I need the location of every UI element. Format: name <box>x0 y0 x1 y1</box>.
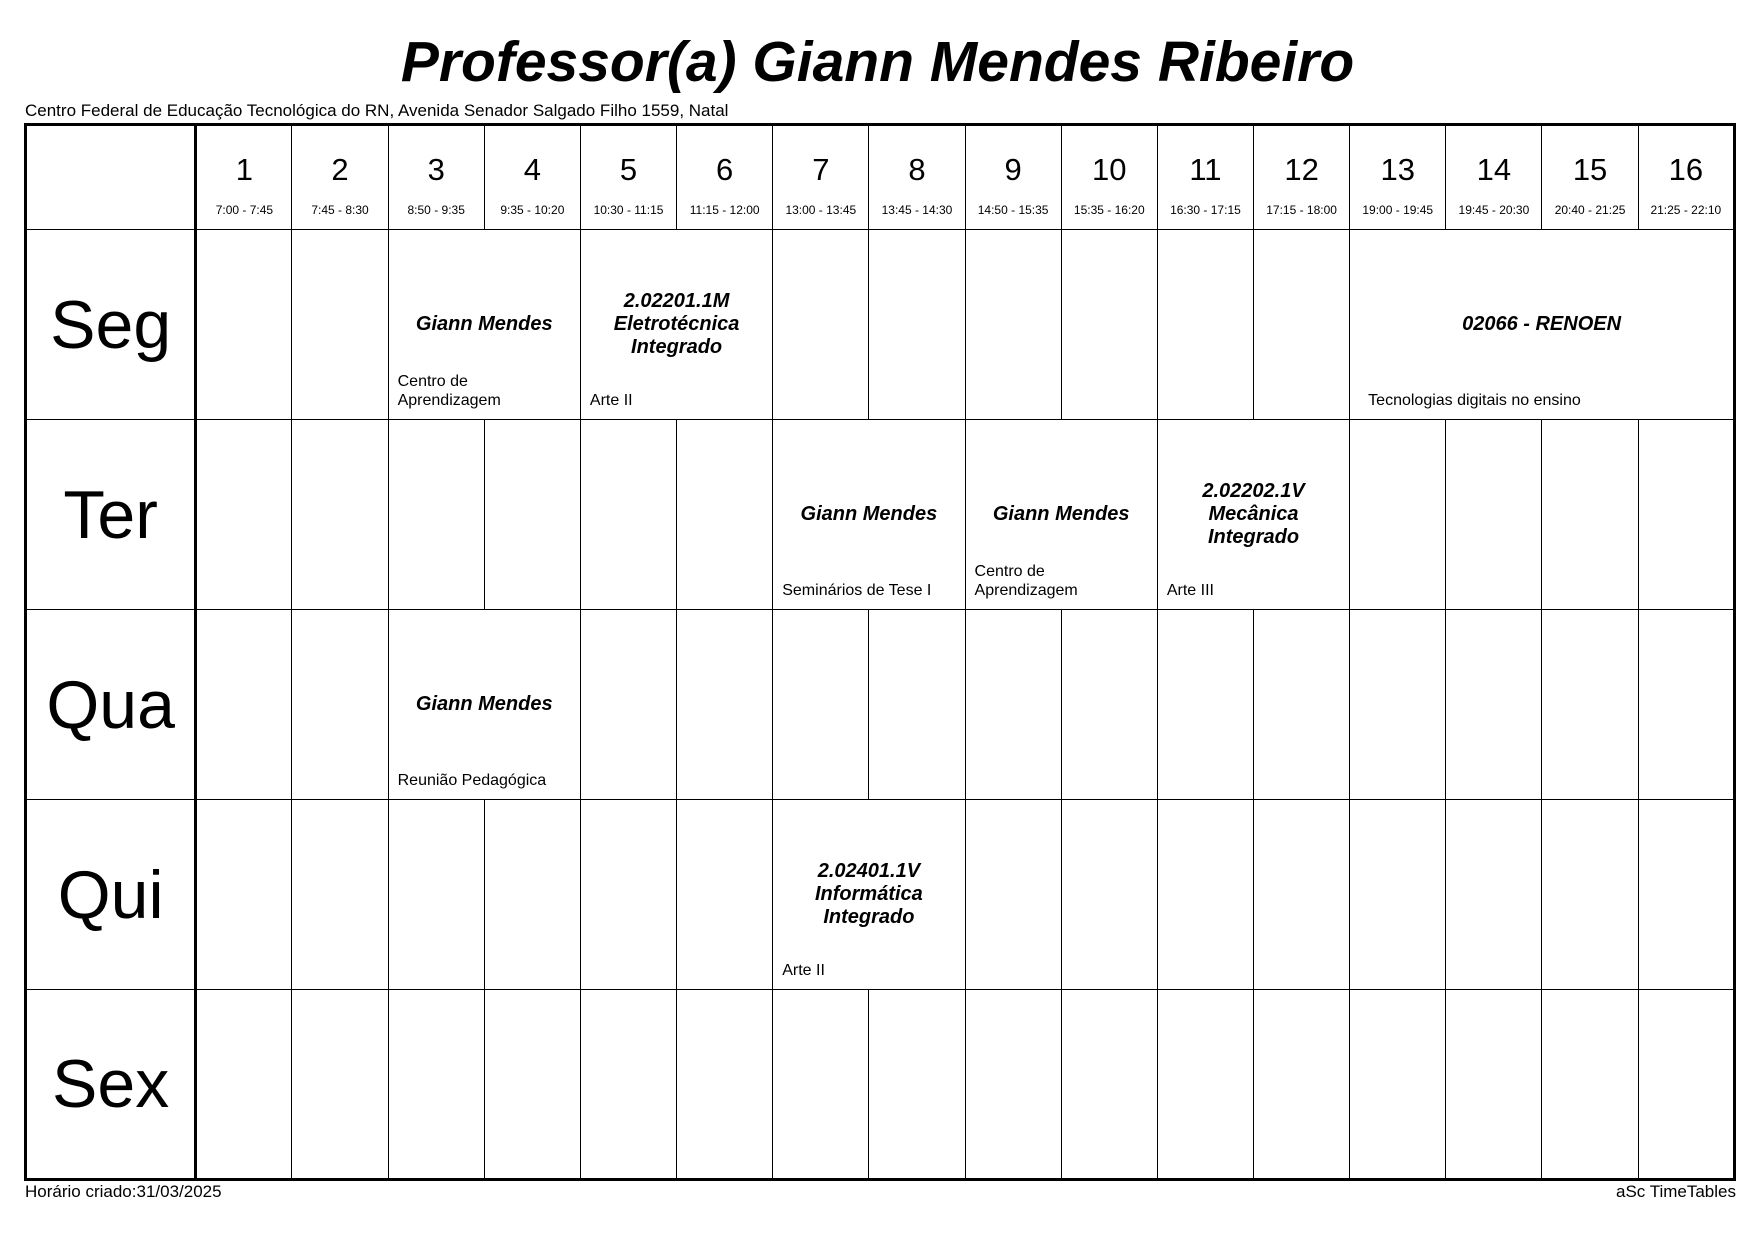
empty-slot <box>677 990 773 1180</box>
period-time: 21:25 - 22:10 <box>1650 202 1722 217</box>
period-time: 9:35 - 10:20 <box>500 202 565 217</box>
period-time: 17:15 - 18:00 <box>1266 202 1337 217</box>
lesson-subject <box>590 391 768 410</box>
period-header <box>196 125 292 230</box>
lesson-title-line: 2.02201.1M <box>623 290 730 312</box>
lesson-title <box>773 860 964 929</box>
day-label: Sex <box>26 990 196 1180</box>
period-header <box>773 125 869 230</box>
period-header <box>1061 125 1157 230</box>
empty-slot <box>1446 610 1542 800</box>
period-number: 15 <box>1572 151 1608 187</box>
period-header <box>677 125 773 230</box>
period-time: 19:00 - 19:45 <box>1362 202 1434 217</box>
empty-slot <box>388 990 484 1180</box>
empty-slot <box>773 230 869 420</box>
lesson-subject <box>398 771 576 790</box>
lesson-subject-line: Aprendizagem <box>974 582 1078 599</box>
lesson-card <box>773 800 965 990</box>
period-header <box>1446 125 1542 230</box>
empty-slot <box>677 420 773 610</box>
period-time: 13:45 - 14:30 <box>881 202 953 217</box>
period-header <box>580 125 676 230</box>
empty-slot <box>1254 230 1350 420</box>
period-time: 19:45 - 20:30 <box>1458 202 1530 217</box>
lesson-title-line: Giann Mendes <box>415 693 553 715</box>
empty-slot <box>292 610 388 800</box>
empty-slot <box>1061 990 1157 1180</box>
empty-slot <box>869 990 965 1180</box>
empty-slot <box>484 420 580 610</box>
period-time: 10:30 - 11:15 <box>593 202 664 217</box>
empty-slot <box>196 420 292 610</box>
empty-slot <box>869 230 965 420</box>
lesson-title-line: Integrado <box>1207 526 1300 548</box>
empty-slot <box>1638 990 1734 1180</box>
empty-slot <box>388 420 484 610</box>
empty-slot <box>965 990 1061 1180</box>
empty-slot <box>773 990 869 1180</box>
empty-slot <box>1254 800 1350 990</box>
period-number: 11 <box>1189 151 1222 187</box>
empty-slot <box>1638 420 1734 610</box>
empty-slot <box>1254 990 1350 1180</box>
lesson-title-line: Integrado <box>631 336 723 358</box>
lesson-title-line: Mecânica <box>1208 503 1299 525</box>
empty-slot <box>1542 800 1638 990</box>
lesson-subject-line: Centro de <box>974 563 1045 580</box>
period-number: 13 <box>1380 151 1415 187</box>
period-time: 7:45 - 8:30 <box>311 202 369 217</box>
empty-slot <box>677 800 773 990</box>
empty-slot <box>196 610 292 800</box>
lesson-subject-line: Arte III <box>1166 582 1214 599</box>
empty-slot <box>965 610 1061 800</box>
timetable-grid <box>24 123 1736 1181</box>
empty-slot <box>1157 230 1253 420</box>
period-header <box>1350 125 1446 230</box>
lesson-title-line: Informática <box>814 883 923 905</box>
empty-slot <box>196 990 292 1180</box>
empty-slot <box>1061 230 1157 420</box>
empty-slot <box>1446 420 1542 610</box>
period-time: 11:15 - 12:00 <box>689 202 760 217</box>
period-header <box>965 125 1061 230</box>
empty-slot <box>1157 800 1253 990</box>
empty-slot <box>292 990 388 1180</box>
empty-slot <box>1157 990 1253 1180</box>
empty-slot <box>965 800 1061 990</box>
empty-slot <box>1254 610 1350 800</box>
lesson-subject-line: Arte II <box>782 962 825 979</box>
lesson-subject-line: Tecnologias digitais no ensino <box>1368 392 1581 409</box>
period-header <box>484 125 580 230</box>
period-number: 3 <box>427 151 445 187</box>
empty-slot <box>580 800 676 990</box>
lesson-title-line: Integrado <box>823 906 915 928</box>
period-time: 13:00 - 13:45 <box>785 202 857 217</box>
empty-slot <box>1542 610 1638 800</box>
empty-slot <box>1446 990 1542 1180</box>
day-row <box>26 610 1735 800</box>
lesson-subject-line: Aprendizagem <box>397 392 501 409</box>
day-row <box>26 230 1735 420</box>
empty-slot <box>1061 610 1157 800</box>
lesson-subject <box>398 372 576 410</box>
day-label: Qua <box>26 610 196 800</box>
empty-slot <box>1350 420 1446 610</box>
period-header <box>292 125 388 230</box>
period-header <box>869 125 965 230</box>
lesson-card <box>388 610 580 800</box>
period-number: 6 <box>716 151 734 187</box>
created-date: Horário criado:31/03/2025 <box>25 1182 222 1201</box>
lesson-title <box>581 290 772 359</box>
period-header <box>1542 125 1638 230</box>
page-title: Professor(a) Giann Mendes Ribeiro <box>400 30 1355 94</box>
lesson-subject <box>782 961 960 980</box>
period-number: 7 <box>812 151 830 187</box>
lesson-title <box>1350 313 1733 336</box>
empty-slot <box>1542 420 1638 610</box>
lesson-subject-line: Centro de <box>397 373 468 390</box>
lesson-subject <box>782 581 960 600</box>
software-credit: aSc TimeTables <box>1616 1182 1736 1201</box>
empty-slot <box>292 230 388 420</box>
timetable-body <box>26 230 1735 1180</box>
empty-slot <box>484 800 580 990</box>
lesson-title-line: Eletrotécnica <box>613 313 740 335</box>
empty-slot <box>1542 990 1638 1180</box>
period-header <box>1638 125 1734 230</box>
day-row <box>26 800 1735 990</box>
empty-slot <box>1350 990 1446 1180</box>
empty-slot <box>580 610 676 800</box>
lesson-title <box>389 693 580 716</box>
day-label: Qui <box>26 800 196 990</box>
lesson-subject-line: Arte II <box>589 392 633 409</box>
lesson-subject-line: Reunião Pedagógica <box>397 772 547 789</box>
period-number: 4 <box>523 151 541 187</box>
empty-slot <box>773 610 869 800</box>
lesson-title <box>773 503 964 526</box>
lesson-subject-line: Seminários de Tese I <box>782 582 932 599</box>
period-number: 5 <box>619 151 638 187</box>
empty-slot <box>1638 610 1734 800</box>
empty-slot <box>292 420 388 610</box>
empty-slot <box>1350 610 1446 800</box>
empty-slot <box>869 610 965 800</box>
period-number: 12 <box>1284 151 1319 187</box>
day-label: Ter <box>26 420 196 610</box>
empty-slot <box>1061 800 1157 990</box>
empty-slot <box>196 230 292 420</box>
period-time: 20:40 - 21:25 <box>1554 202 1626 217</box>
period-time: 15:35 - 16:20 <box>1073 202 1145 217</box>
period-number: 14 <box>1476 151 1512 187</box>
period-header-row <box>26 125 1735 230</box>
period-number: 16 <box>1668 151 1704 187</box>
empty-slot <box>965 230 1061 420</box>
lesson-subject <box>1167 581 1345 600</box>
empty-slot <box>677 610 773 800</box>
period-header <box>1157 125 1253 230</box>
lesson-subject <box>1368 391 1729 410</box>
lesson-card <box>388 230 580 420</box>
empty-slot <box>580 990 676 1180</box>
period-number: 2 <box>331 151 349 187</box>
period-time: 14:50 - 15:35 <box>977 202 1049 217</box>
lesson-card <box>773 420 965 610</box>
lesson-card <box>1157 420 1349 610</box>
lesson-title <box>966 503 1157 526</box>
period-time: 16:30 - 17:15 <box>1170 202 1241 217</box>
empty-slot <box>1157 610 1253 800</box>
period-number: 10 <box>1092 151 1127 187</box>
lesson-title-line: 2.02401.1V <box>817 860 921 882</box>
day-row <box>26 990 1735 1180</box>
lesson-title-line: Giann Mendes <box>800 503 938 525</box>
period-number: 1 <box>235 151 253 187</box>
lesson-title <box>1158 480 1349 549</box>
empty-slot <box>388 800 484 990</box>
period-number: 9 <box>1004 151 1022 187</box>
empty-slot <box>1446 800 1542 990</box>
period-time: 8:50 - 9:35 <box>407 202 465 217</box>
school-address: Centro Federal de Educação Tecnológica do RN, Avenida Senador Salgado Filho 1559, Natal <box>25 101 729 120</box>
empty-slot <box>484 990 580 1180</box>
lesson-card <box>965 420 1157 610</box>
lesson-title-line: Giann Mendes <box>992 503 1130 525</box>
lesson-subject <box>975 562 1153 600</box>
empty-slot <box>1638 800 1734 990</box>
empty-slot <box>1350 800 1446 990</box>
lesson-title <box>389 313 580 336</box>
lesson-title-line: Giann Mendes <box>415 313 553 335</box>
empty-slot <box>196 800 292 990</box>
empty-slot <box>292 800 388 990</box>
header-corner <box>26 125 196 230</box>
period-time: 7:00 - 7:45 <box>215 202 274 217</box>
day-row <box>26 420 1735 610</box>
day-label: Seg <box>26 230 196 420</box>
period-header <box>1254 125 1350 230</box>
lesson-title-line: 2.02202.1V <box>1202 480 1305 502</box>
lesson-card <box>580 230 772 420</box>
empty-slot <box>580 420 676 610</box>
period-header <box>388 125 484 230</box>
lesson-title-line: 02066 - RENOEN <box>1462 313 1622 335</box>
lesson-card <box>1350 230 1735 420</box>
period-number: 8 <box>908 151 926 187</box>
